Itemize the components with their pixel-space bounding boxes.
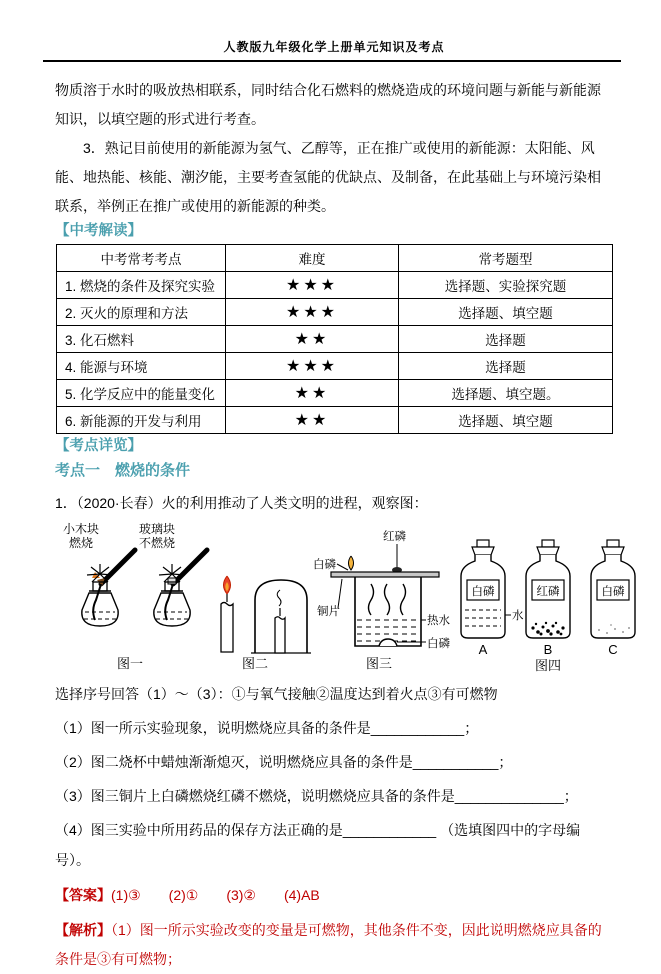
fig3-label-white-phosphorus-top: 白磷 <box>313 559 336 571</box>
figure-3-phosphorus-beaker <box>313 520 453 681</box>
col-header-topic: 中考常考考点 <box>57 245 226 272</box>
cell-topic: 6. 新能源的开发与利用 <box>57 407 226 434</box>
figure-2-candle <box>205 520 315 681</box>
fig4-bottle-c-label: 白磷 <box>601 586 625 598</box>
table-row <box>57 353 613 380</box>
fig4-caption: 图四 <box>534 658 562 673</box>
cell-type: 选择题 <box>399 326 613 353</box>
answer-text: (1)③ (2)① (3)② (4)AB <box>111 887 320 903</box>
analysis-text: （1）图一所示实验改变的变量是可燃物，其他条件不变，因此说明燃烧应具备的条件是③有可燃物； <box>55 922 602 967</box>
fig4-bottle-a-label: 白磷 <box>471 586 495 598</box>
candle-under-glass-icon <box>251 580 311 653</box>
fig3-caption: 图三 <box>365 656 393 671</box>
col-header-difficulty: 难度 <box>226 245 399 272</box>
table-row <box>57 272 613 299</box>
fig3-label-hot-water: 热水 <box>427 615 450 627</box>
section-heading-kaodian-xianglan: 【考点详览】 <box>55 438 142 454</box>
fig3-label-red-phosphorus: 红磷 <box>383 531 406 543</box>
lit-candle-icon <box>221 576 233 652</box>
intro-paragraph-1: 物质溶于水时的吸放热相联系，同时结合化石燃料的燃烧造成的环境问题与新能与新能源知识，以填空题的形式进行考查。 <box>55 82 601 127</box>
subquestion-2: （2）图二烧杯中蜡烛渐渐熄灭，说明燃烧应具备的条件是___________； <box>55 754 513 770</box>
cell-difficulty: ★★ <box>226 326 399 353</box>
analysis-label: 【解析】 <box>55 922 111 938</box>
section-heading-zhongkao-jiedu: 【中考解读】 <box>55 223 142 239</box>
phosphorus-experiment-icon <box>313 520 453 676</box>
alcohol-lamps-diagram-icon <box>55 520 220 676</box>
cell-type: 选择题、填空题 <box>399 299 613 326</box>
figure-4-storage-bottles <box>453 520 643 681</box>
answer-line <box>55 881 613 910</box>
cell-topic: 1. 燃烧的条件及探究实验 <box>57 272 226 299</box>
intro-paragraph-2: 3．熟记目前使用的新能源为氢气、乙醇等，正在推广或使用的新能源：太阳能、风能、地热能、核能、潮汐能，主要考查氢能的优缺点、及制备，在此基础上与环境污染相联系，举例正在推广或使用的新能源的种类。 <box>55 140 601 214</box>
fig4-letter-b: B <box>543 642 553 657</box>
fig1-label-not-burn: 不燃烧 <box>139 536 176 550</box>
answer-label: 【答案】 <box>55 887 111 903</box>
alcohol-lamp-right-icon <box>154 550 207 626</box>
cell-topic: 2. 灭火的原理和方法 <box>57 299 226 326</box>
fig1-label-burns: 燃烧 <box>69 536 94 550</box>
figure-1-wood-vs-glass <box>55 520 220 681</box>
fig1-label-glass: 玻璃块 <box>139 522 176 536</box>
cell-type: 选择题 <box>399 353 613 380</box>
answer-options-line: 选择序号回答（1）～（3）：①与氧气接触②温度达到着火点③有可燃物 <box>55 686 498 702</box>
fig4-bottle-b-label: 红磷 <box>536 586 560 598</box>
subquestion-3: （3）图三铜片上白磷燃烧红磷不燃烧，说明燃烧应具备的条件是______________； <box>55 788 578 804</box>
cell-type: 选择题、实验探究题 <box>399 272 613 299</box>
col-header-question-type: 常考题型 <box>399 245 613 272</box>
cell-topic: 5. 化学反应中的能量变化 <box>57 380 226 407</box>
fig4-letter-a: A <box>478 642 488 657</box>
table-header-row <box>57 245 613 272</box>
cell-difficulty: ★★ <box>226 380 399 407</box>
table-row <box>57 299 613 326</box>
exam-points-table <box>56 244 613 434</box>
fig4-water-label: 水 <box>512 610 524 622</box>
alcohol-lamp-left-icon <box>82 550 135 626</box>
question-stem: 1．（2020·长春）火的利用推动了人类文明的进程，观察图： <box>55 495 428 511</box>
cell-topic: 4. 能源与环境 <box>57 353 226 380</box>
subquestion-1: （1）图一所示实验现象，说明燃烧应具备的条件是____________； <box>55 720 479 736</box>
table-row <box>57 380 613 407</box>
header-divider <box>43 60 621 62</box>
cell-type: 选择题、填空题。 <box>399 380 613 407</box>
cell-difficulty: ★★ <box>226 407 399 434</box>
subquestion-4: （4）图三实验中所用药品的保存方法正确的是____________ （选填图四中的字母编号）。 <box>55 822 581 868</box>
reagent-bottles-icon <box>453 520 643 676</box>
fig3-label-copper-sheet: 铜片 <box>317 606 340 618</box>
page-title: 人教版九年级化学上册单元知识及考点 <box>223 40 445 54</box>
fig3-label-white-phosphorus-bottom: 白磷 <box>427 638 450 650</box>
cell-type: 选择题、填空题 <box>399 407 613 434</box>
fig1-caption: 图一 <box>116 656 144 671</box>
table-row <box>57 407 613 434</box>
fig4-letter-c: C <box>608 642 618 657</box>
cell-difficulty: ★★★ <box>226 353 399 380</box>
fig1-label-wood: 小木块 <box>63 522 100 536</box>
table-row <box>57 326 613 353</box>
topic-heading-burning-conditions: 考点一 燃烧的条件 <box>55 462 191 479</box>
cell-difficulty: ★★★ <box>226 299 399 326</box>
cell-topic: 3. 化石燃料 <box>57 326 226 353</box>
figure-strip <box>55 520 625 676</box>
analysis-line <box>55 916 613 974</box>
fig2-caption: 图二 <box>241 656 269 671</box>
cell-difficulty: ★★★ <box>226 272 399 299</box>
candle-diagram-icon <box>205 520 315 676</box>
